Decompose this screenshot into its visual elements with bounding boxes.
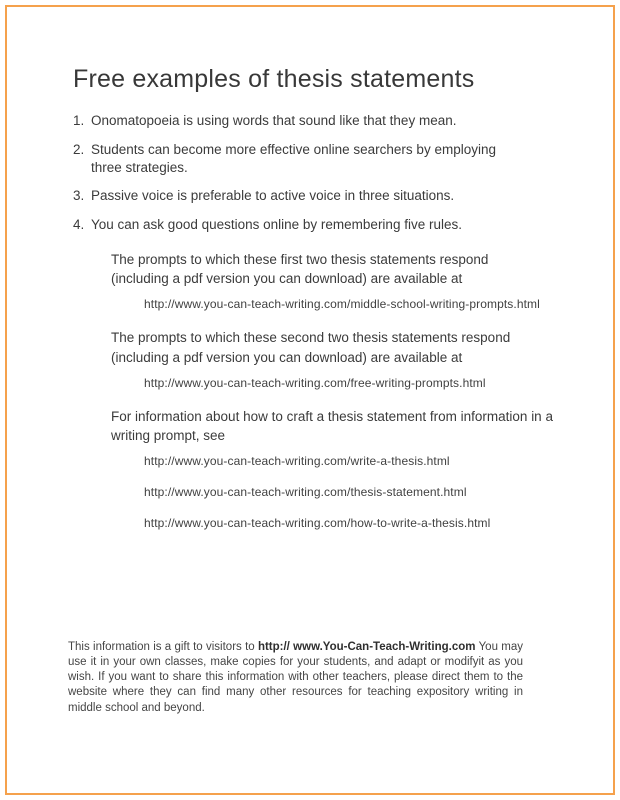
item-number: 2. xyxy=(73,141,85,157)
item-text: You can ask good questions online by remembering five rules. xyxy=(91,217,462,233)
section-paragraph: The prompts to which these second two thesis statements respond (including a pdf version you can download) are available at xyxy=(111,330,511,365)
footer-text-body: You may use it in your own classes, make copies for your students, and adapt or modifyit as you wish. If you want to share this information with other teachers, please direct them to the website where they can find many other resources for teaching expository writing in middle school and beyond. xyxy=(68,640,523,714)
resource-url: http://www.you-can-teach-writing.com/write-a-thesis.html xyxy=(144,454,450,468)
list-item xyxy=(73,141,513,177)
resource-url: http://www.you-can-teach-writing.com/thesis-statement.html xyxy=(144,485,467,499)
footer-site-bold: http:// www.You-Can-Teach-Writing.com xyxy=(257,640,476,653)
resource-url: http://www.you-can-teach-writing.com/middle-school-writing-prompts.html xyxy=(144,297,540,312)
footer-note xyxy=(68,640,523,716)
list-item xyxy=(73,112,513,130)
item-number: 4. xyxy=(73,217,85,233)
list-item xyxy=(73,187,513,205)
thesis-list xyxy=(73,112,563,234)
list-item xyxy=(73,216,513,234)
section-paragraph: For information about how to craft a thesis statement from information in a writing prompt, see xyxy=(111,408,553,443)
page-title: Free examples of thesis statements xyxy=(73,65,475,93)
item-number: 1. xyxy=(73,113,85,128)
resource-url: http://www.you-can-teach-writing.com/how-to-write-a-thesis.html xyxy=(144,516,491,530)
section-paragraph: The prompts to which these first two thesis statements respond (including a pdf version you can download) are available at xyxy=(111,252,489,287)
item-number: 3. xyxy=(73,188,85,204)
footer-text-lead: This information is a gift to visitors to xyxy=(68,640,258,653)
resource-url: http://www.you-can-teach-writing.com/free-writing-prompts.html xyxy=(144,375,486,390)
resources-section xyxy=(111,250,563,530)
item-text: Onomatopoeia is using words that sound like that they mean. xyxy=(91,113,457,128)
item-text: Passive voice is preferable to active voice in three situations. xyxy=(91,188,455,204)
item-text: Students can become more effective online searchers by employing three strategies. xyxy=(91,141,496,175)
